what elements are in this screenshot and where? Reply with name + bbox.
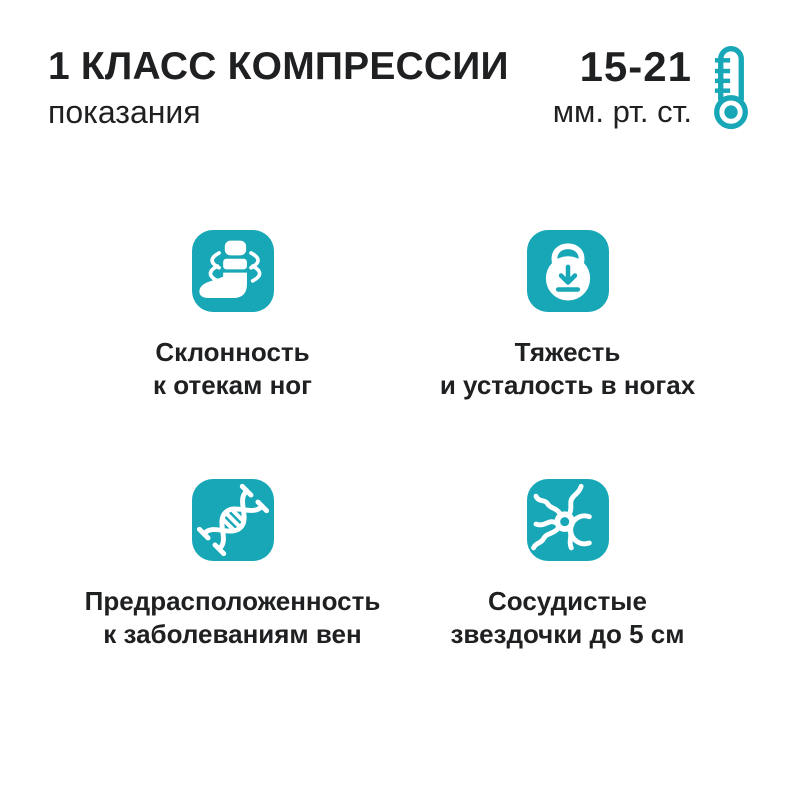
label-line: и усталость в ногах <box>439 370 696 400</box>
label-line: звездочки до 5 см <box>450 619 685 649</box>
pressure-unit: мм. рт. ст. <box>552 94 692 129</box>
icon-tile <box>192 230 274 312</box>
indication-label <box>153 336 312 402</box>
heaviness-kettlebell-icon <box>527 230 609 312</box>
indication-item-predisposition <box>65 479 400 651</box>
indication-label <box>85 585 381 651</box>
thermometer-icon <box>706 42 756 134</box>
icon-tile <box>527 479 609 561</box>
label-line: к заболеваниям вен <box>103 619 362 649</box>
dna-icon <box>192 479 274 561</box>
spider-veins-icon <box>527 479 609 561</box>
icon-tile <box>192 479 274 561</box>
pressure-value: 15-21 <box>579 43 692 90</box>
page-subtitle: показания <box>48 94 201 130</box>
page-title: 1 КЛАСС КОМПРЕССИИ <box>48 45 509 88</box>
label-line: к отекам ног <box>152 370 312 400</box>
header-left <box>48 44 509 132</box>
pressure-text <box>553 44 692 132</box>
icon-tile <box>527 230 609 312</box>
label-line: Предрасположенность <box>84 586 381 616</box>
pressure-block <box>553 44 756 134</box>
indication-label <box>440 336 695 402</box>
indication-item-heaviness <box>400 230 735 402</box>
label-line: Сосудистые <box>488 586 647 616</box>
header <box>0 0 800 134</box>
indication-label <box>451 585 685 651</box>
label-line: Склонность <box>155 337 310 367</box>
indication-item-swelling <box>65 230 400 402</box>
ankle-swelling-icon <box>192 230 274 312</box>
label-line: Тяжесть <box>514 337 621 367</box>
indications-grid <box>65 230 735 651</box>
indication-item-spider-veins <box>400 479 735 651</box>
